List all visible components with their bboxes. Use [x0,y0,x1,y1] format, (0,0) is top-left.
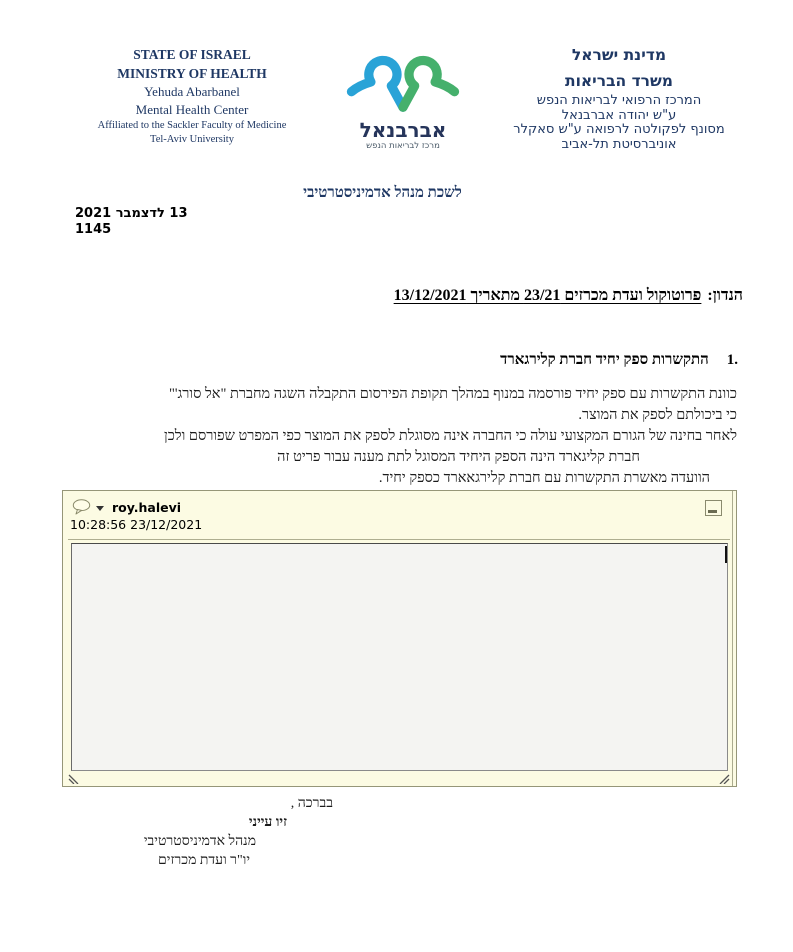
affiliation-line2: Tel-Aviv University [150,134,234,145]
named-after-he-line: ע"ש יהודה אברבנאל [561,107,677,123]
signatory-title-1: מנהל אדמיניסטרטיבי [143,834,256,849]
comment-header [72,499,181,515]
body-line: כי ביכולתם לספק את המוצר. [578,407,737,423]
affiliation-line1: Affiliated to the Sackler Faculty of Medicine [97,120,287,131]
body-line: כוונת התקשרות עם ספק יחיד פורסמה במנוף במהלך תקופת הפירסום התקבלה השגה מחברת "אל סורג'" [168,386,737,402]
comment-text-area[interactable] [71,543,728,771]
subject-prefix: הנדון: [707,287,743,304]
subject-text: פרוטוקול ועדת מכרזים 23/21 מתאריך 13/12/2021 [393,287,702,304]
signatory-title-2: יו"ר ועדת מכרזים [158,853,250,868]
date-block [75,206,188,237]
logo-title: אברבנאל [359,118,447,142]
state-of-israel-he-line: מדינת ישראל [571,46,667,64]
body-line: הוועדה מאשרת התקשרות עם חברת קלירגאארד כספק יחיד. [378,470,710,486]
item-number: 1. [726,352,738,368]
medical-center-he-line: המרכז הרפואי לבריאות הנפש [536,93,702,108]
comment-bubble-icon[interactable] [72,499,91,515]
office-line: לשכת מנהל אדמיניסטרטיבי [303,185,462,201]
resize-handle-right-icon[interactable] [717,772,730,784]
abarbanel-logo [341,46,465,152]
comment-minimize-button[interactable] [705,500,722,516]
comment-balloon [62,490,737,787]
letter-date: 13 לדצמבר 2021 [75,206,188,221]
ministry-of-health-he-line: משרד הבריאות [564,72,673,90]
reference-number: 1145 [75,221,112,237]
resize-handle-left-icon[interactable] [68,772,81,784]
item-title: התקשרות ספק יחיד חברת קלירגארד [500,352,709,368]
signatory-name: זיו עייני [248,815,287,830]
subject-line [394,287,743,305]
letter-body [56,384,737,489]
signature-closing: בברכה , [290,796,333,811]
logo-subtitle: מרכז לבריאות הנפש [366,141,440,151]
header-hebrew [478,42,760,152]
hospital-name-en-line2: Mental Health Center [135,102,249,117]
header-english [52,45,332,147]
hospital-name-en-line1: Yehuda Abarbanel [144,84,240,99]
comment-timestamp: 10:28:56 23/12/2021 [70,517,203,532]
text-cursor [725,546,727,563]
affiliation-he-line2: אוניברסיטת תל-אביב [561,136,677,152]
heart-ribbon-logo-icon [344,46,462,116]
comment-separator [68,539,730,540]
signature-block [60,794,340,870]
affiliation-he-line1: מסונף לפקולטה לרפואה ע"ש סאקלר [513,122,725,138]
comment-dropdown-arrow-icon[interactable] [96,506,104,511]
comment-author: roy.halevi [112,499,182,515]
ministry-of-health-line: MINISTRY OF HEALTH [117,66,267,81]
minimize-bar-icon [708,510,717,513]
body-line: לאחר בחינה של הגורם המקצועי עולה כי החברה אינה מסוגלת לספק את המוצר כפי המפרט שפורסם ולכן [164,428,737,444]
body-line: חברת קליגארד הינה הספק היחיד המסוגל לתת מענה עבור פריט זה [277,449,640,465]
agenda-item-1 [500,352,738,369]
comment-right-rule [732,491,733,786]
state-of-israel-line: STATE OF ISRAEL [133,47,251,62]
